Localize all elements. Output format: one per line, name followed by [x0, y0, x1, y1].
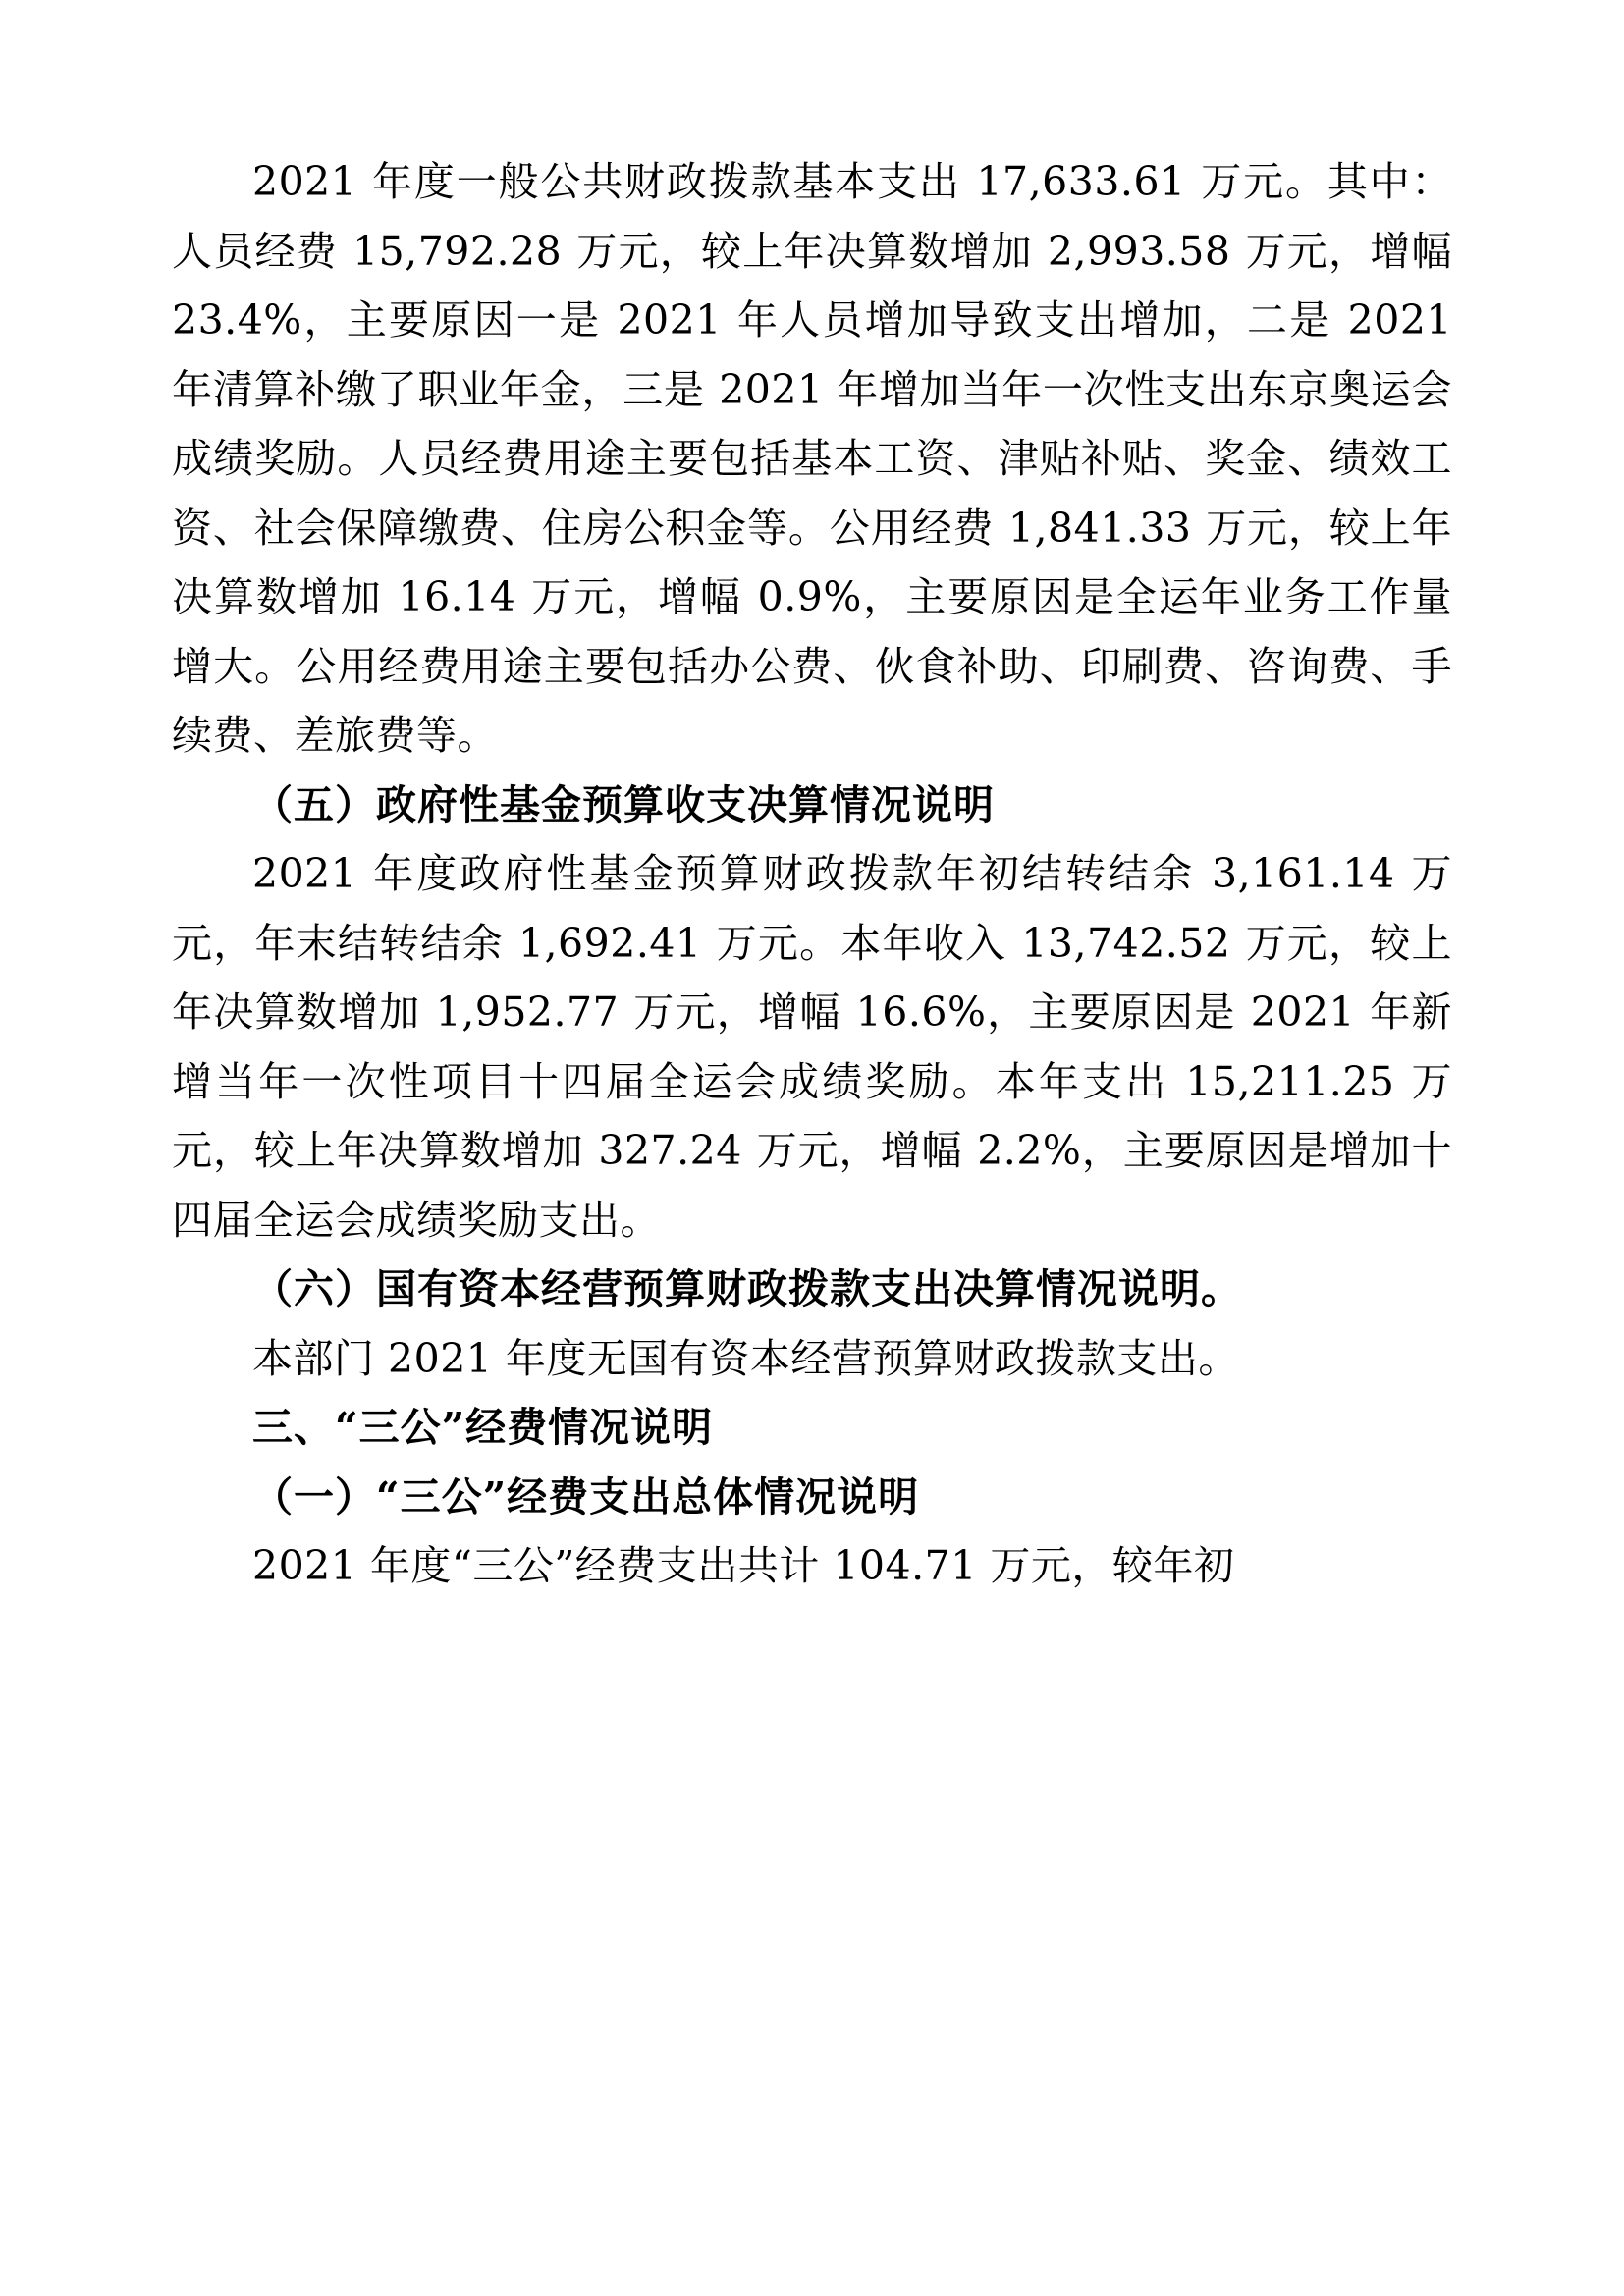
heading-government-fund: （五）政府性基金预算收支决算情况说明 [252, 780, 995, 828]
paragraph-basic-expenditure: 2021 年度一般公共财政拨款基本支出 17,633.61 万元。其中：人员经费 15,792.28 万元，较上年决算数增加 2,993.58 万元，增幅 23.4%，主要原因一是 2021 年人员增加导致支出增加，二是 2021 年清算补缴了职业年金，三是 2021 年增加当年一次性支出东京奥运会成绩奖励。人员经费用途主要包括基本工资、津贴补贴、奖金、绩效工资、社会保障缴费、住房公积金等。公用经费 1,841.33 万元，较上年决算数增加 16.14 万元，增幅 0.9%，主要原因是全运年业务工作量增大。公用经费用途主要包括办公费、伙食补助、印刷费、咨询费、手续费、差旅费等。 [172, 158, 1452, 760]
paragraph-government-fund: 2021 年度政府性基金预算财政拨款年初结转结余 3,161.14 万元，年末结转结余 1,692.41 万元。本年收入 13,742.52 万元，较上年决算数增加 1,952.77 万元，增幅 16.6%，主要原因是 2021 年新增当年一次性项目十四届全运会成绩奖励。本年支出 15,211.25 万元，较上年决算数增加 327.24 万元，增幅 2.2%，主要原因是增加十四届全运会成绩奖励支出。 [172, 850, 1452, 1244]
paragraph-state-capital: 本部门 2021 年度无国有资本经营预算财政拨款支出。 [252, 1334, 1239, 1382]
heading-three-public-expenses: 三、“三公”经费情况说明 [252, 1404, 714, 1452]
document-body [172, 147, 1452, 1601]
heading-three-public-overall: （一）“三公”经费支出总体情况说明 [252, 1472, 920, 1521]
paragraph-three-public-overall: 2021 年度“三公”经费支出共计 104.71 万元，较年初 [252, 1542, 1235, 1590]
heading-state-capital: （六）国有资本经营预算财政拨款支出决算情况说明。 [252, 1265, 1242, 1313]
